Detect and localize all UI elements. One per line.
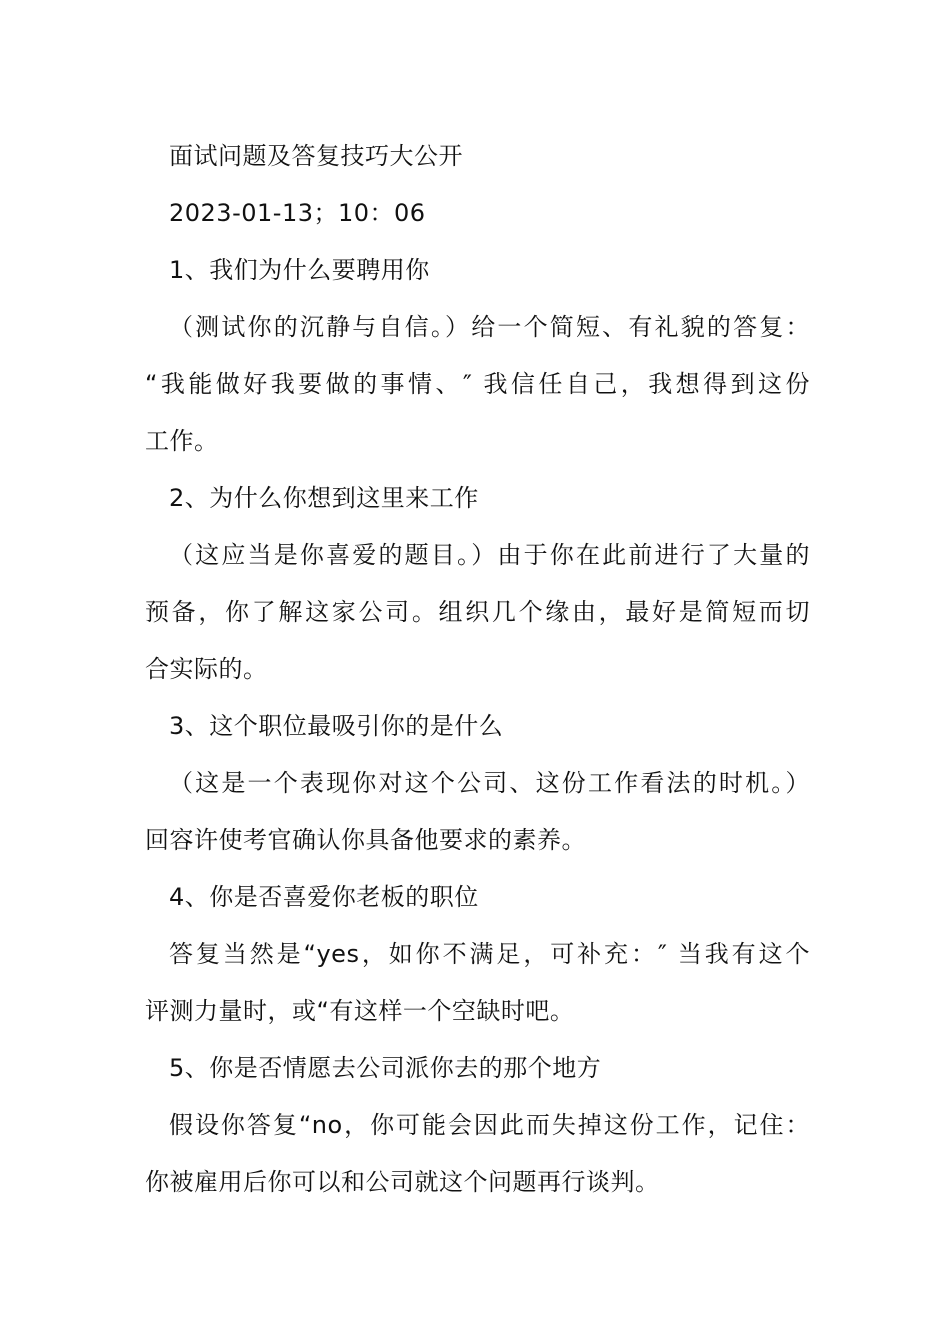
- section-5-heading: 5、你是否情愿去公司派你去的那个地方: [169, 1054, 602, 1082]
- section-1-heading: 1、我们为什么要聘用你: [169, 256, 430, 284]
- document-title: 面试问题及答复技巧大公开: [169, 142, 463, 170]
- section-3-line-1: （这是一个表现你对这个公司、这份工作看法的时机。）: [169, 769, 810, 797]
- section-4-line-1: 答复当然是“yes，如你不满足，可补充：″ 当我有这个: [169, 940, 810, 968]
- section-4-line-2: 评测力量时，或“有这样一个空缺时吧。: [145, 997, 575, 1025]
- section-5-line-1: 假设你答复“no，你可能会因此而失掉这份工作，记住：: [169, 1111, 810, 1139]
- section-3-heading: 3、这个职位最吸引你的是什么: [169, 712, 504, 740]
- section-2-line-1: （这应当是你喜爱的题目。）由于你在此前进行了大量的: [169, 541, 810, 569]
- section-3-line-2: 回容许使考官确认你具备他要求的素养。: [145, 826, 586, 854]
- section-2-line-3: 合实际的。: [145, 655, 268, 683]
- section-5-line-2: 你被雇用后你可以和公司就这个问题再行谈判。: [145, 1168, 660, 1196]
- section-1-line-1: （测试你的沉静与自信。）给一个简短、有礼貌的答复：: [169, 313, 810, 341]
- document-datetime: 2023-01-13；10：06: [169, 199, 426, 227]
- section-2-heading: 2、为什么你想到这里来工作: [169, 484, 479, 512]
- section-1-line-2: “我能做好我要做的事情、″ 我信任自己，我想得到这份: [145, 370, 810, 398]
- section-2-line-2: 预备，你了解这家公司。组织几个缘由，最好是简短而切: [145, 598, 810, 626]
- document-content: [145, 128, 810, 1211]
- section-4-heading: 4、你是否喜爱你老板的职位: [169, 883, 479, 911]
- section-1-line-3: 工作。: [145, 427, 219, 455]
